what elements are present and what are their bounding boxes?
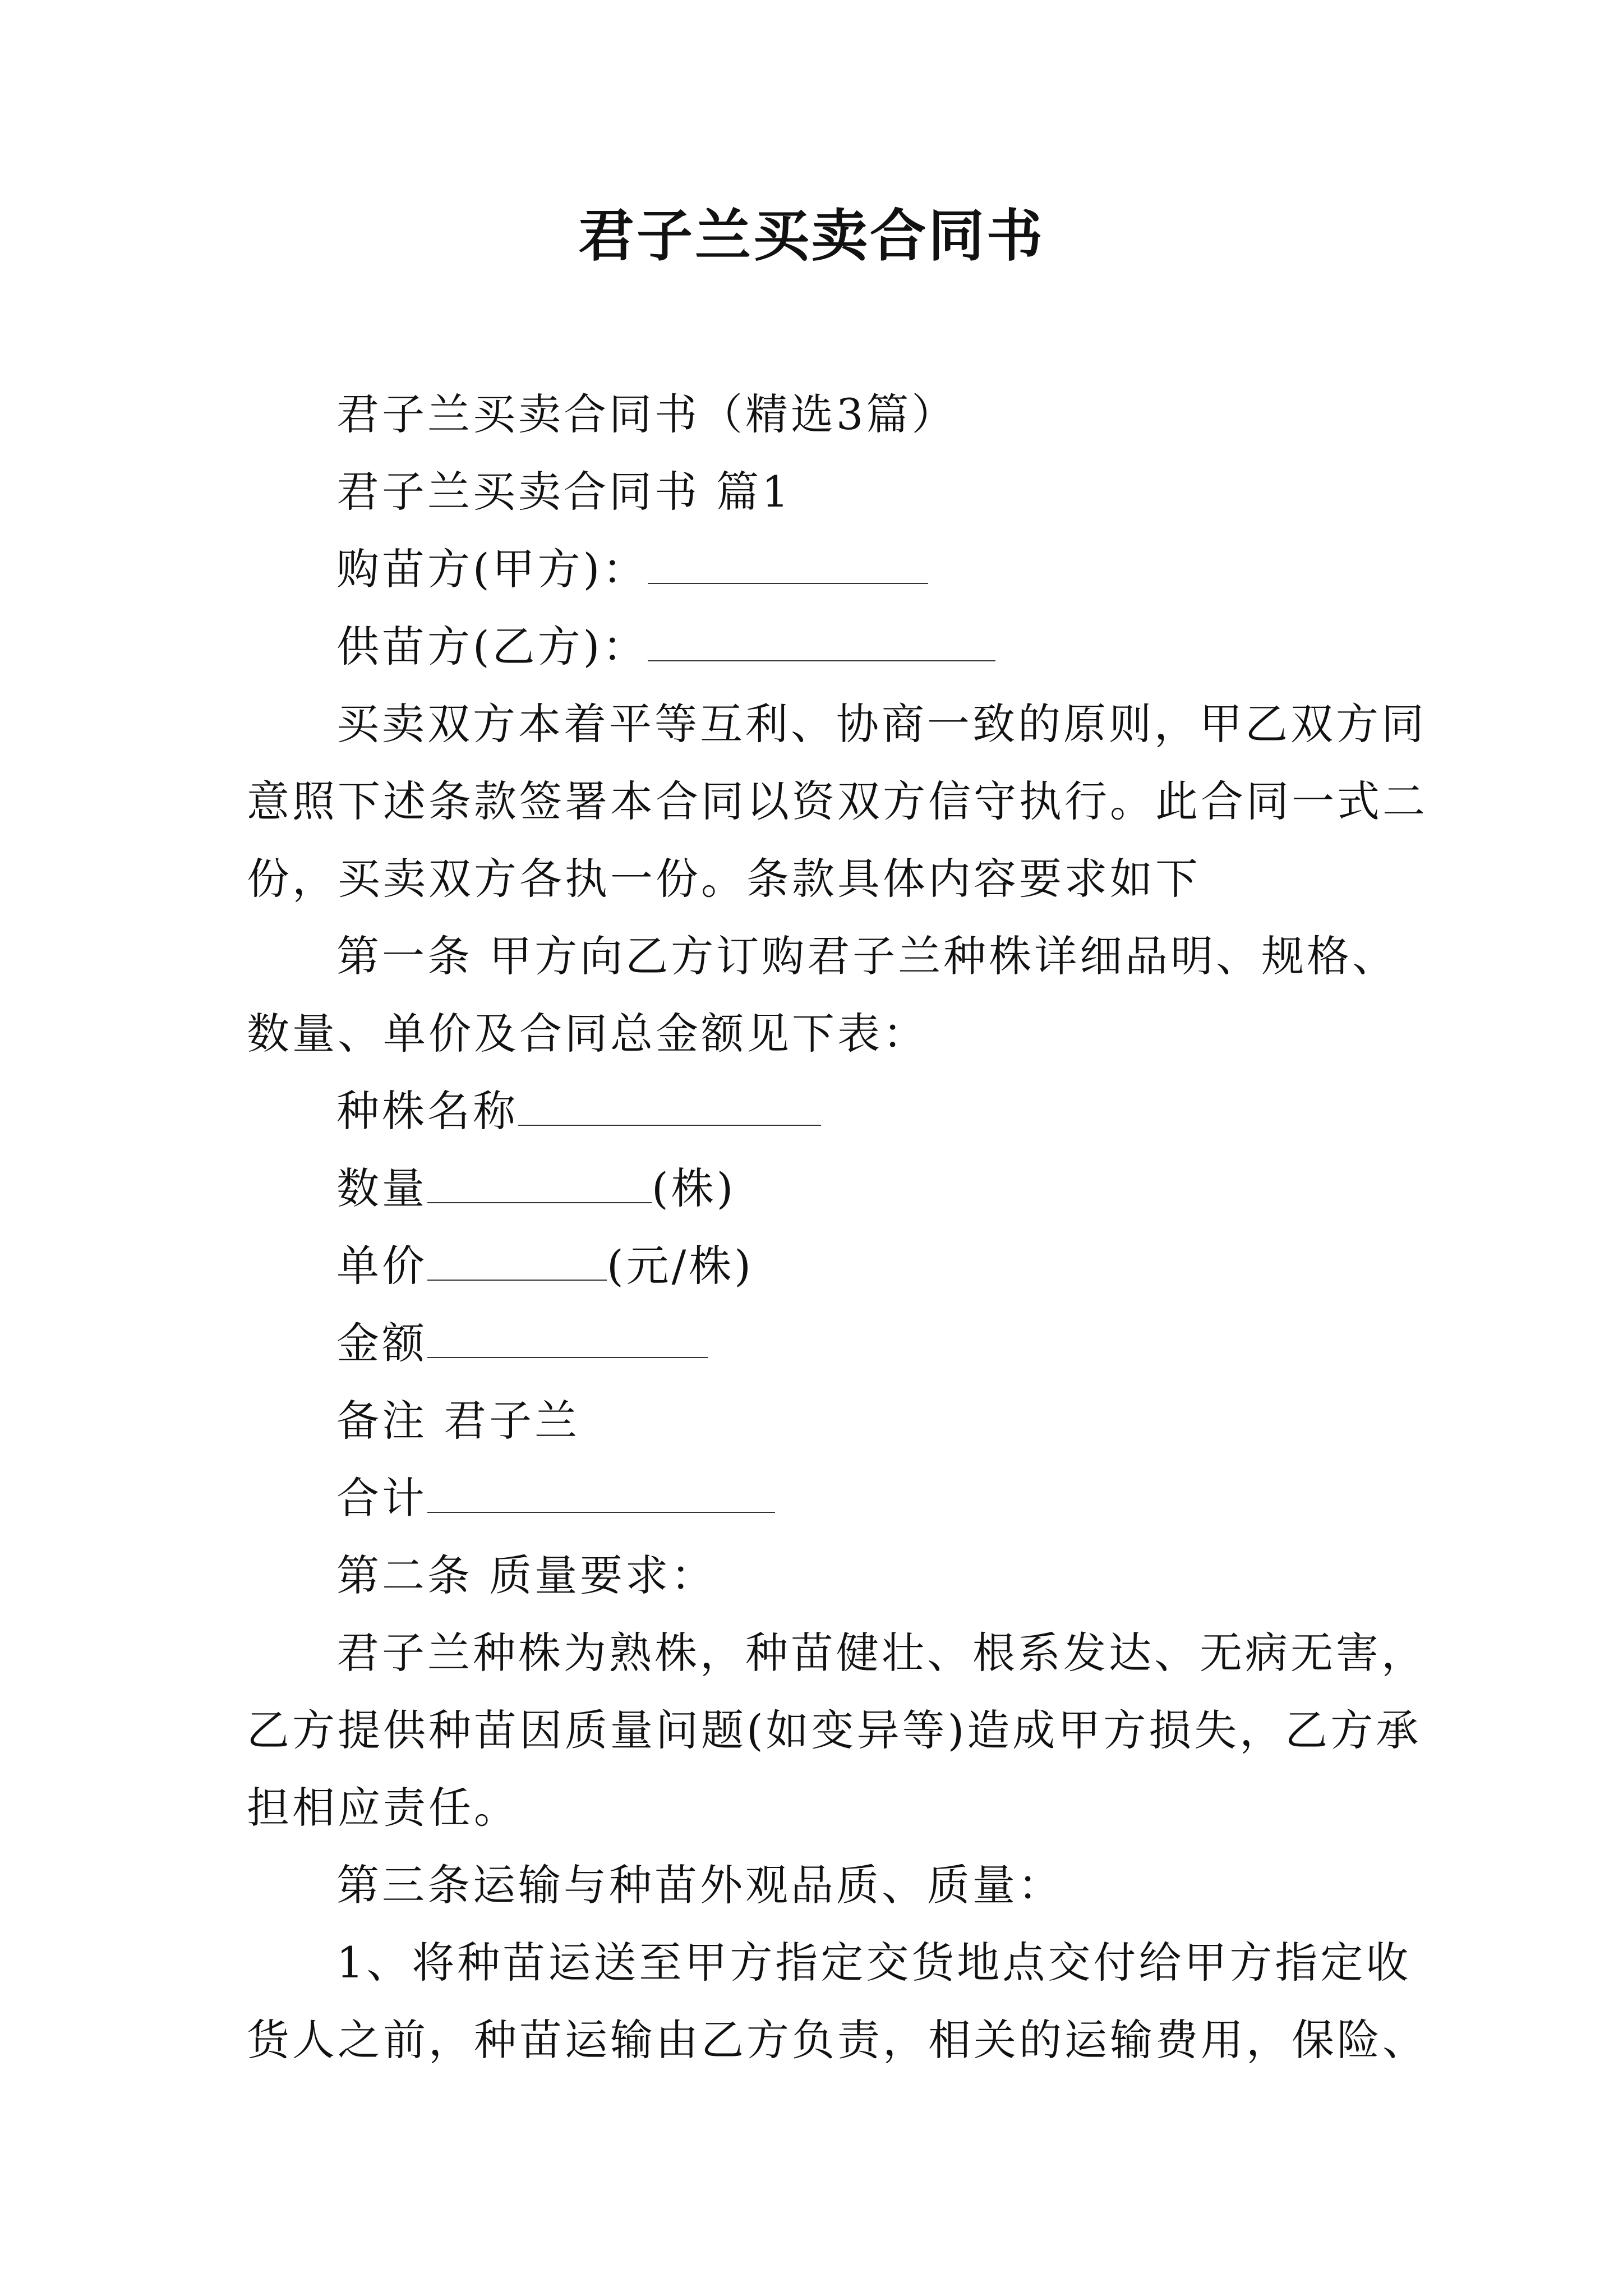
seller-label: 供苗方(乙方)： — [336, 622, 648, 671]
field-name-line — [247, 1073, 1396, 1150]
article1-line: 数量、单价及合同总金额见下表： — [247, 1009, 928, 1059]
article1-line: 第一条 甲方向乙方订购君子兰种株详细品明、规格、 — [336, 931, 1398, 981]
field-name-label: 种株名称 — [336, 1086, 518, 1136]
field-amount-label: 金额 — [336, 1318, 427, 1368]
field-quantity-blank — [427, 1165, 652, 1203]
field-quantity-unit: (株) — [652, 1163, 736, 1213]
section-title: 君子兰买卖合同书 篇1 — [336, 467, 792, 517]
field-price-line — [247, 1227, 1396, 1305]
seller-line — [247, 608, 1396, 685]
buyer-label: 购苗方(甲方)： — [336, 544, 648, 594]
paragraph-line: 买卖双方本着平等互利、协商一致的原则，甲乙双方同 — [336, 699, 1427, 749]
document-body — [247, 376, 1428, 2079]
field-amount-blank — [427, 1320, 708, 1358]
field-amount-line — [247, 1305, 1396, 1382]
buyer-blank — [648, 546, 928, 584]
field-quantity-label: 数量 — [336, 1163, 427, 1213]
field-name-blank — [518, 1088, 821, 1126]
field-price-blank — [427, 1243, 607, 1281]
field-price-label: 单价 — [336, 1241, 427, 1291]
intro-title: 君子兰买卖合同书（精选3篇） — [336, 389, 957, 439]
field-quantity-line — [247, 1150, 1396, 1227]
article3-item1-line: 1、将种苗运送至甲方指定交货地点交付给甲方指定收 — [336, 1938, 1412, 1987]
article2-line: 担相应责任。 — [247, 1783, 519, 1833]
article2-line: 乙方提供种苗因质量问题(如变异等)造成甲方损失，乙方承 — [247, 1705, 1422, 1755]
field-remark-line: 备注 君子兰 — [336, 1396, 580, 1446]
buyer-line — [247, 531, 1396, 608]
field-total-line — [247, 1460, 1396, 1537]
document-title: 君子兰买卖合同书 — [578, 203, 1045, 269]
article3-item1-line: 货人之前，种苗运输由乙方负责，相关的运输费用，保险、 — [247, 2015, 1428, 2065]
field-price-unit: (元/株) — [607, 1241, 754, 1291]
paragraph-line: 意照下述条款签署本合同以资双方信守执行。此合同一式二 — [247, 776, 1428, 826]
seller-blank — [648, 623, 995, 661]
article2-line: 君子兰种株为熟株，种苗健壮、根系发达、无病无害， — [336, 1628, 1427, 1678]
field-total-blank — [427, 1475, 775, 1513]
article3-title: 第三条运输与种苗外观品质、质量： — [336, 1860, 1063, 1910]
article2-title: 第二条 质量要求： — [336, 1550, 717, 1600]
paragraph-line: 份，买卖双方各执一份。条款具体内容要求如下 — [247, 854, 1201, 904]
field-total-label: 合计 — [336, 1473, 427, 1523]
